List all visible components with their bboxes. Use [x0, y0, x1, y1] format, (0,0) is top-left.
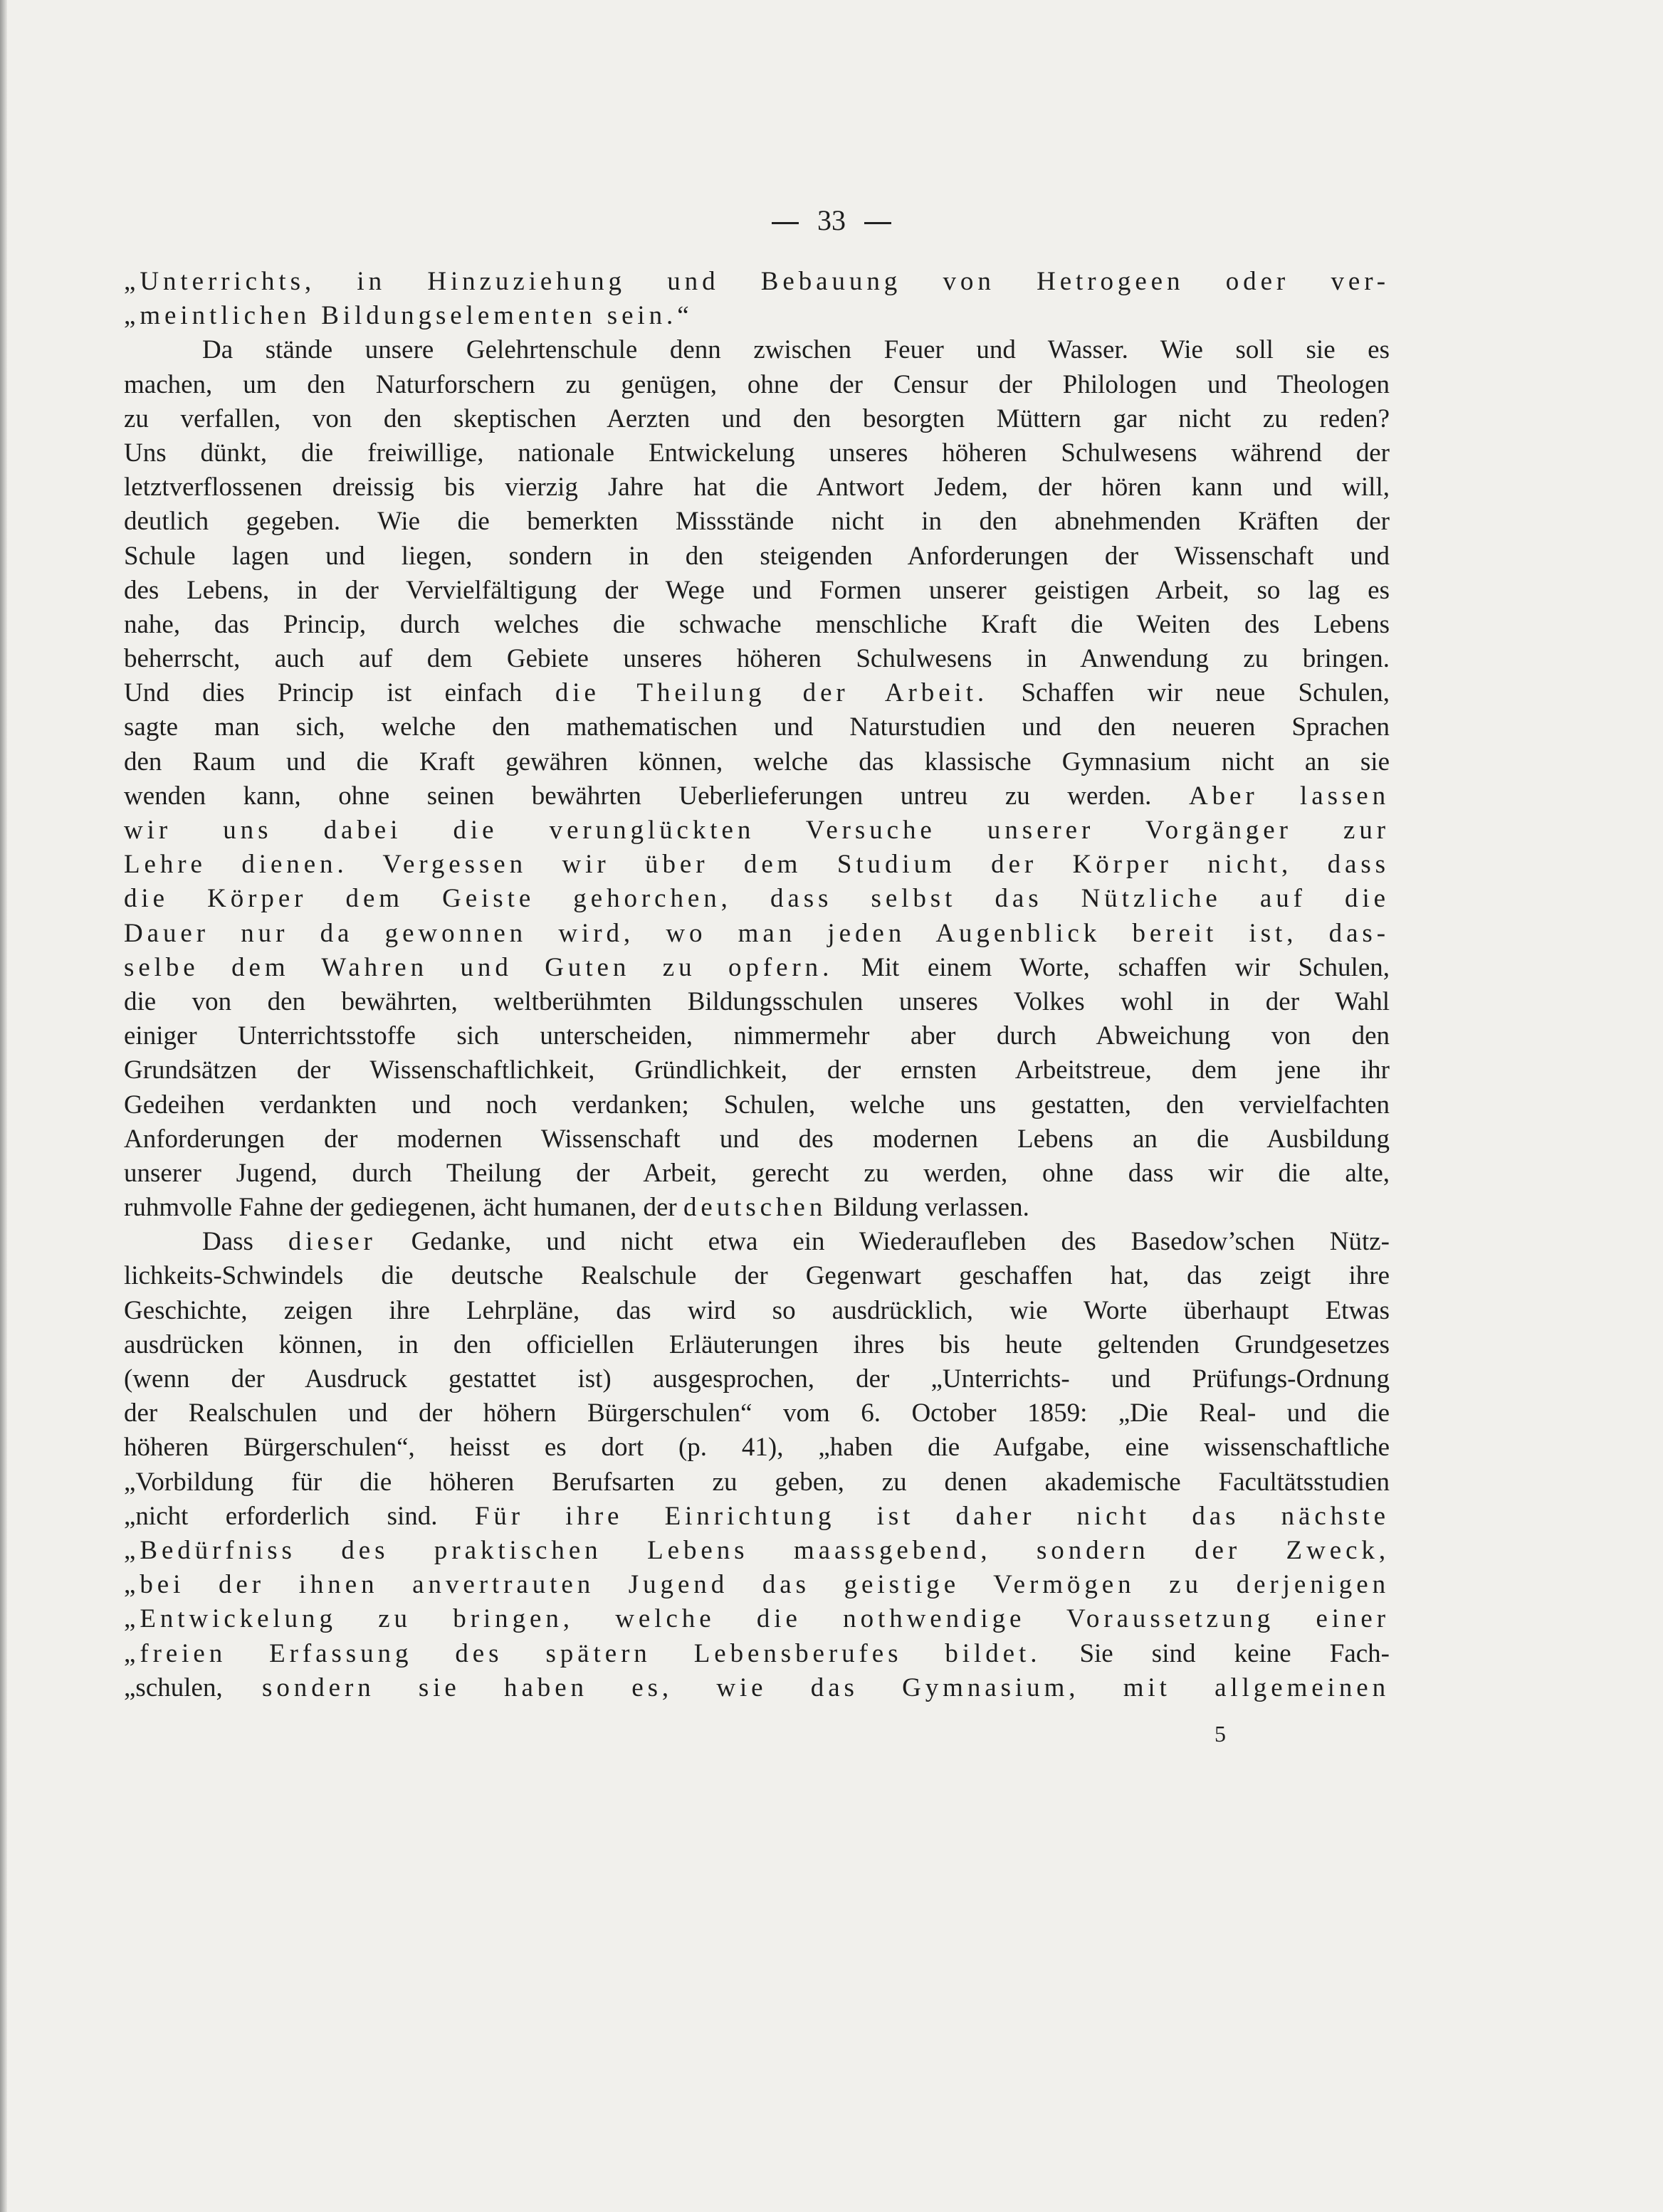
text-segment: Und dies Princip ist einfach	[124, 678, 555, 708]
text-segment: unserer Jugend, durch Theilung der Arbeit, gerecht zu werden, ohne dass wir die alte,	[124, 1158, 1390, 1188]
text-segment: einiger Unterrichtsstoffe sich unterscheiden, nimmermehr aber durch Abweichung von den	[124, 1021, 1390, 1051]
text-line	[124, 1431, 1390, 1465]
text-segment: letztverflossenen dreissig bis vierzig Jahre hat die Antwort Jedem, der hören kann und will,	[124, 473, 1390, 502]
text-line	[124, 1259, 1390, 1293]
text-segment: „nicht erforderlich sind.	[124, 1501, 475, 1531]
text-line	[124, 1500, 1390, 1534]
text-line	[124, 1534, 1390, 1568]
spaced-emphasis-text: „Bedürfniss des praktischen Lebens maassgebend, sondern der Zweck,	[124, 1535, 1390, 1565]
text-segment: Schule lagen und liegen, sondern in den steigenden Anforderungen der Wissenschaft und	[124, 541, 1390, 571]
text-line	[124, 1053, 1390, 1087]
scan-page-edge	[0, 0, 7, 2212]
text-segment: zu verfallen, von den skeptischen Aerzten und den besorgten Müttern gar nicht zu reden?	[124, 404, 1390, 433]
text-segment: Anforderungen der modernen Wissenschaft und des modernen Lebens an die Ausbildung	[124, 1124, 1390, 1154]
text-line	[124, 505, 1390, 539]
text-line	[124, 1294, 1390, 1328]
spaced-emphasis-text: die Theilung der Arbeit.	[555, 678, 989, 708]
text-line	[124, 951, 1390, 985]
text-segment: der Realschulen und der höhern Bürgerschulen“ vom 6. October 1859: „Die Real- und die	[124, 1399, 1390, 1428]
text-line	[124, 1637, 1390, 1671]
spaced-emphasis-text: die Körper dem Geiste gehorchen, dass selbst das Nützliche auf die	[124, 884, 1390, 914]
text-segment: deutlich gegeben. Wie die bemerkten Missstände nicht in den abnehmenden Kräften der	[124, 507, 1390, 537]
spaced-emphasis-text: Aber lassen	[1188, 781, 1390, 811]
spaced-emphasis-text: „freien Erfassung des spätern Lebensberufes bildet.	[124, 1638, 1042, 1668]
spaced-emphasis-text: „Entwickelung zu bringen, welche die nothwendige Voraussetzung einer	[124, 1604, 1390, 1634]
text-line	[124, 1465, 1390, 1500]
text-segment: ausdrücken können, in den officiellen Erläuterungen ihres bis heute geltenden Grundgesetzes	[124, 1329, 1390, 1359]
text-segment: nahe, das Princip, durch welches die schwache menschliche Kraft die Weiten des Lebens	[124, 609, 1390, 639]
text-line	[124, 882, 1390, 916]
text-segment: (wenn der Ausdruck gestattet ist) ausgesprochen, der „Unterrichts- und Prüfungs-Ordnung	[124, 1364, 1390, 1394]
text-segment: lichkeits-Schwindels die deutsche Realschule der Gegenwart geschaffen hat, das zeigt ihre	[124, 1261, 1390, 1291]
text-line	[124, 402, 1390, 436]
dash-left	[772, 222, 799, 224]
text-segment: Bildung verlassen.	[827, 1193, 1029, 1223]
spaced-emphasis-text: „meintlichen Bildungselementen sein.“	[124, 301, 693, 331]
text-line	[124, 642, 1390, 676]
text-line	[124, 368, 1390, 402]
spaced-emphasis-text: dieser	[288, 1227, 377, 1257]
text-segment: beherrscht, auch auf dem Gebiete unseres höheren Schulwesens in Anwendung zu bringen.	[124, 644, 1390, 674]
text-line	[124, 985, 1390, 1019]
text-line	[124, 265, 1390, 299]
text-line	[124, 813, 1390, 848]
text-line	[124, 1225, 1390, 1259]
text-segment: Da stände unsere Gelehrtenschule denn zwischen Feuer und Wasser. Wie soll sie es	[202, 335, 1390, 365]
text-line	[124, 676, 1390, 710]
spaced-emphasis-text: „Unterrichts, in Hinzuziehung und Bebauung von Hetrogeen oder ver-	[124, 267, 1390, 296]
text-segment: sagte man sich, welche den mathematischen und Naturstudien und den neueren Sprachen	[124, 712, 1390, 742]
text-segment: Grundsätzen der Wissenschaftlichkeit, Gründlichkeit, der ernsten Arbeitstreue, dem jene ihr	[124, 1055, 1390, 1085]
text-line	[124, 745, 1390, 779]
text-segment: Geschichte, zeigen ihre Lehrpläne, das wird so ausdrücklich, wie Worte überhaupt Etwas	[124, 1295, 1390, 1325]
text-segment: die von den bewährten, weltberühmten Bildungsschulen unseres Volkes wohl in der Wahl	[124, 986, 1390, 1016]
text-line	[124, 539, 1390, 574]
text-line	[124, 1088, 1390, 1122]
text-line	[124, 1671, 1390, 1705]
text-line	[124, 333, 1390, 367]
text-line	[124, 779, 1390, 813]
text-line	[124, 1191, 1390, 1225]
signature-mark: 5	[1215, 1721, 1226, 1747]
text-line	[124, 1568, 1390, 1602]
text-segment: machen, um den Naturforschern zu genügen, ohne der Censur der Philologen und Theologen	[124, 369, 1390, 399]
text-segment: Schaffen wir neue Schulen,	[988, 678, 1390, 708]
spaced-emphasis-text: Lehre dienen. Vergessen wir über dem Studium der Körper nicht, dass	[124, 850, 1390, 880]
text-segment: Gedanke, und nicht etwa ein Wiederaufleben des Basedow’schen Nütz-	[376, 1227, 1390, 1257]
spaced-emphasis-text: wir uns dabei die verunglückten Versuche unserer Vorgänger zur	[124, 816, 1390, 845]
text-segment: Gedeihen verdankten und noch verdanken; Schulen, welche uns gestatten, den vervielfachten	[124, 1090, 1390, 1120]
text-line	[124, 1602, 1390, 1636]
text-segment: Sie sind keine Fach-	[1041, 1638, 1390, 1668]
text-line	[124, 710, 1390, 744]
text-segment: Mit einem Worte, schaffen wir Schulen,	[833, 952, 1390, 982]
text-line	[124, 608, 1390, 642]
text-segment: wenden kann, ohne seinen bewährten Ueberlieferungen untreu zu werden.	[124, 781, 1189, 811]
text-line	[124, 299, 1390, 333]
text-line	[124, 1362, 1390, 1396]
body-text	[124, 265, 1390, 1705]
text-segment: Uns dünkt, die freiwillige, nationale Entwickelung unseres höheren Schulwesens während der	[124, 438, 1390, 468]
spaced-emphasis-text: Dauer nur da gewonnen wird, wo man jeden Augenblick bereit ist, das-	[124, 918, 1390, 948]
text-line	[124, 574, 1390, 608]
spaced-emphasis-text: Für ihre Einrichtung ist daher nicht das nächste	[474, 1501, 1390, 1531]
text-segment: höheren Bürgerschulen“, heisst es dort (p. 41), „haben die Aufgabe, eine wissenschaftliche	[124, 1433, 1390, 1463]
dash-right	[864, 222, 891, 224]
spaced-emphasis-text: sondern sie haben es, wie das Gymnasium, mit allgemeinen	[262, 1673, 1390, 1702]
text-segment: „schulen,	[124, 1673, 263, 1702]
spaced-emphasis-text: „bei der ihnen anvertrauten Jugend das geistige Vermögen zu derjenigen	[124, 1570, 1390, 1600]
text-line	[124, 436, 1390, 470]
text-line	[124, 1122, 1390, 1157]
spaced-emphasis-text: deutschen	[683, 1193, 827, 1223]
text-segment: den Raum und die Kraft gewähren können, welche das klassische Gymnasium nicht an sie	[124, 747, 1390, 776]
text-line	[124, 848, 1390, 882]
text-line	[124, 470, 1390, 505]
text-line	[124, 1328, 1390, 1362]
text-line	[124, 1019, 1390, 1053]
text-line	[124, 1157, 1390, 1191]
text-line	[124, 917, 1390, 951]
text-line	[124, 1396, 1390, 1431]
text-segment: ruhmvolle Fahne der gediegenen, ächt humanen, der	[124, 1193, 683, 1223]
text-segment: Dass	[202, 1227, 288, 1257]
text-segment: des Lebens, in der Vervielfältigung der Wege und Formen unserer geistigen Arbeit, so lag es	[124, 575, 1390, 605]
spaced-emphasis-text: selbe dem Wahren und Guten zu opfern.	[124, 952, 834, 982]
page-number-text: 33	[817, 204, 846, 236]
text-segment: „Vorbildung für die höheren Berufsarten zu geben, zu denen akademische Facultätsstudien	[124, 1467, 1390, 1497]
page-number	[0, 204, 1663, 237]
